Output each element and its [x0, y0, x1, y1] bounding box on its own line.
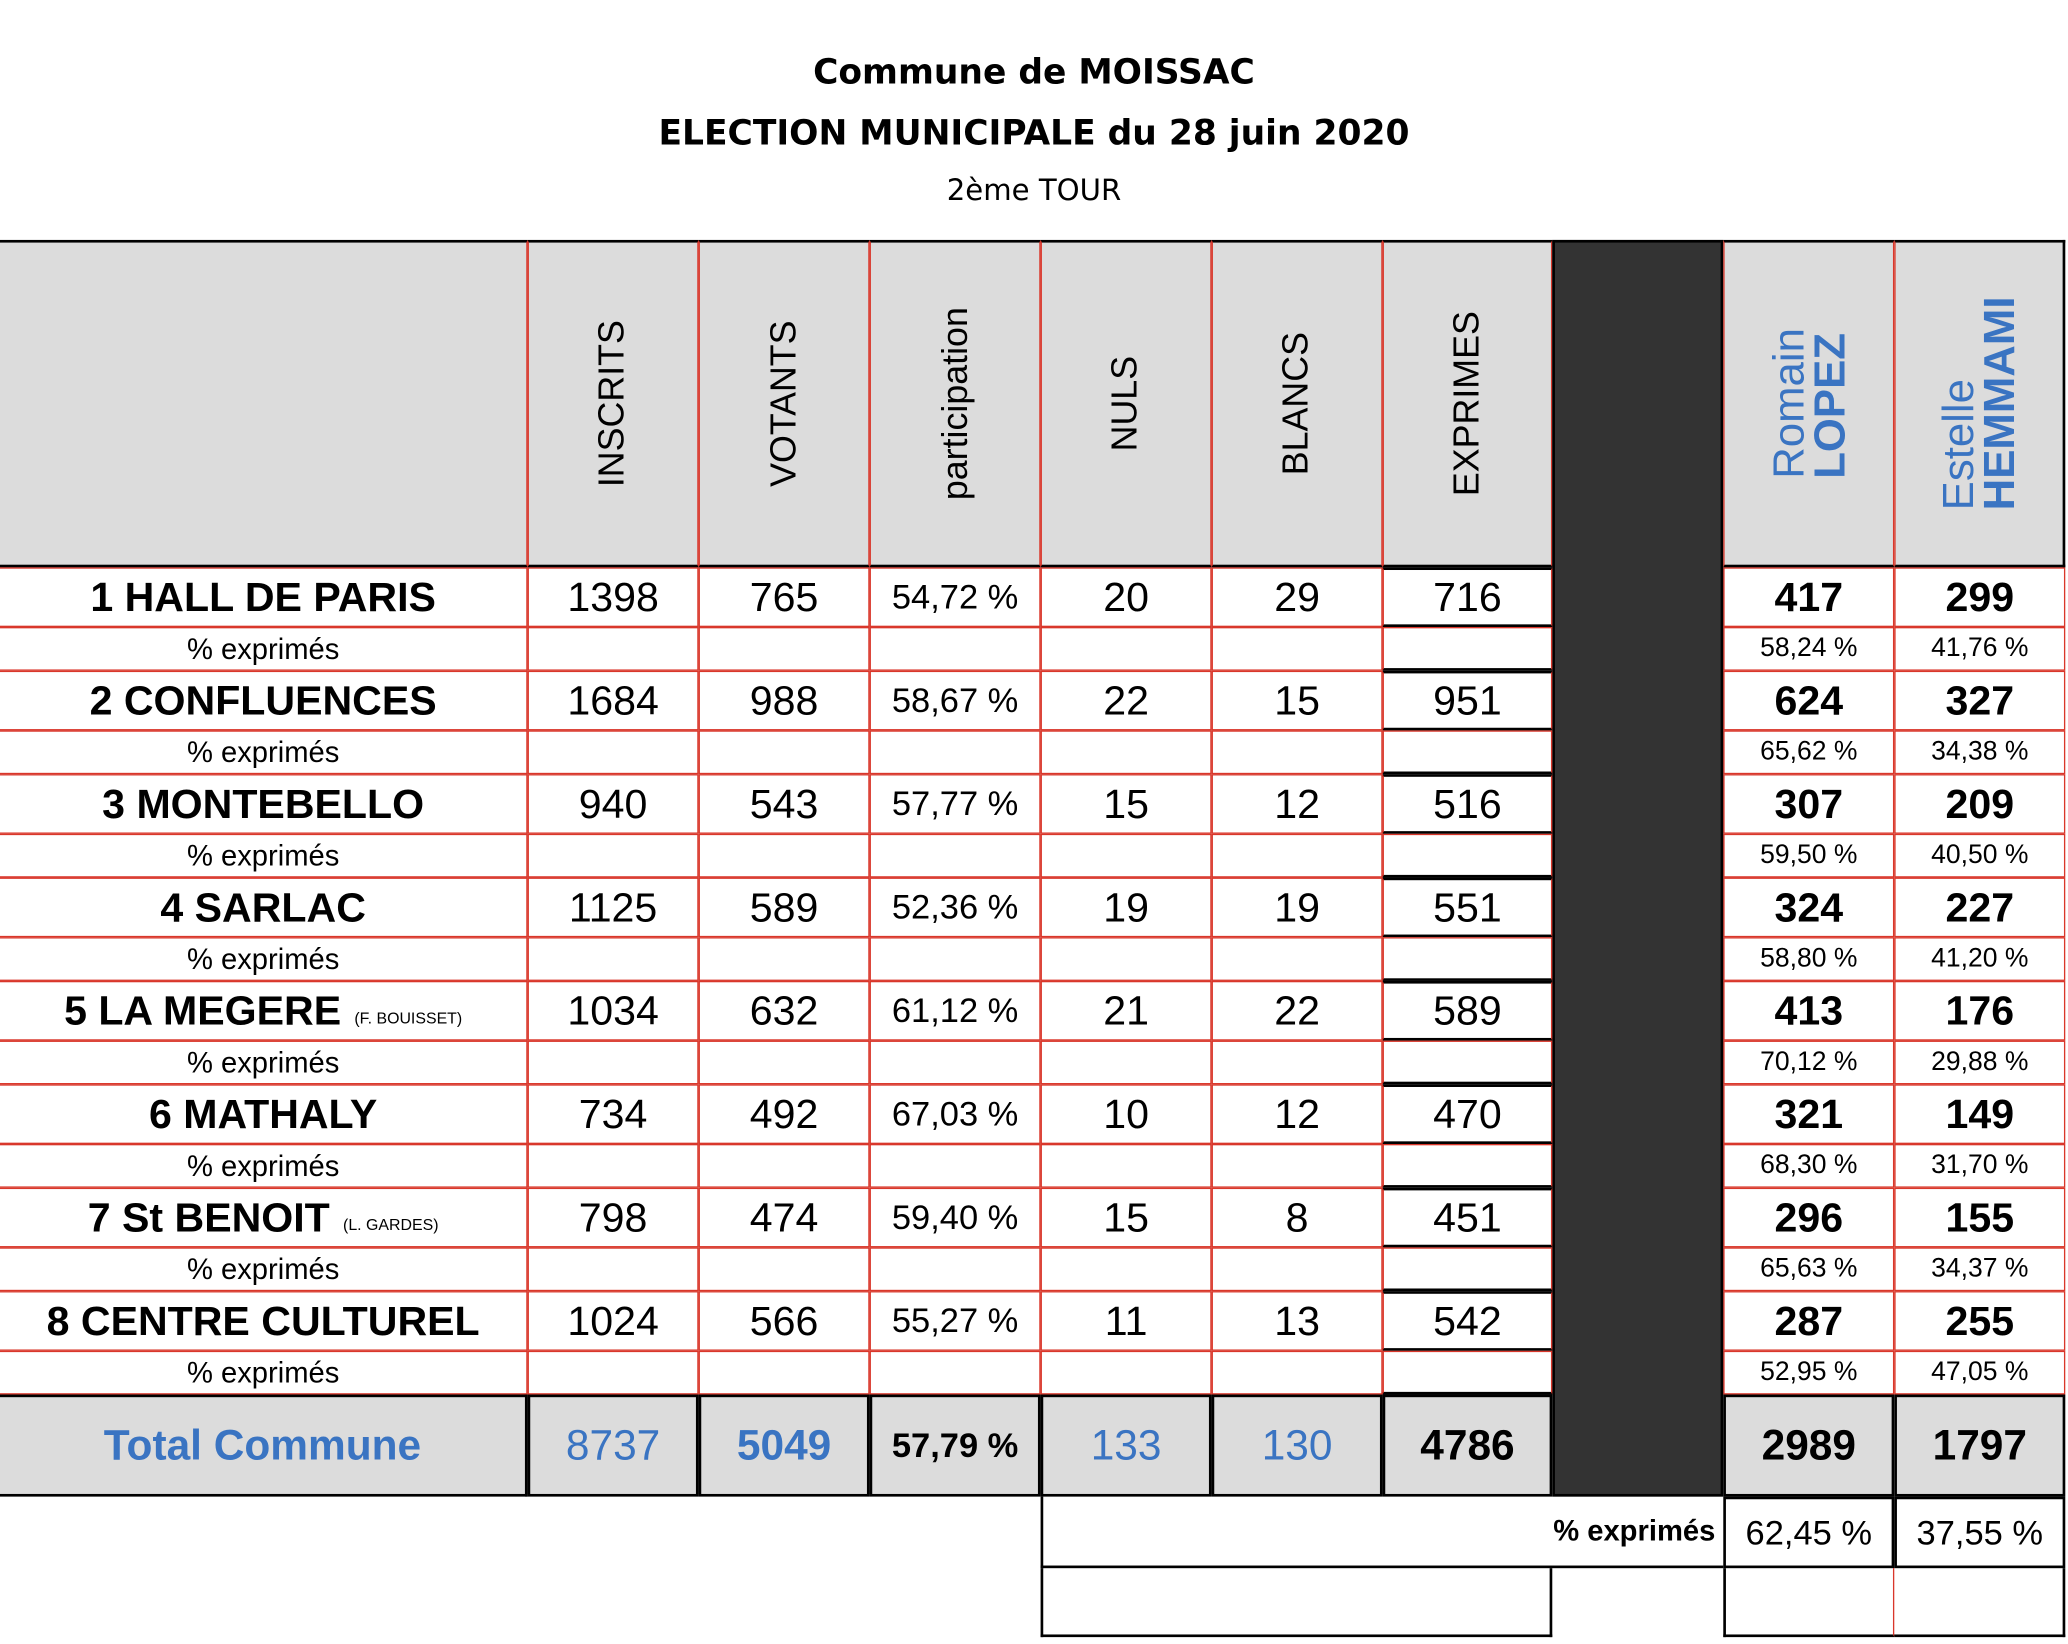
- cell-blancs: 19: [1212, 878, 1383, 938]
- cell-candidate-1-pct: 68,30 %: [1723, 1144, 1894, 1188]
- commune-title: Commune de MOISSAC: [813, 53, 1255, 93]
- bureau-note: (L. GARDES): [343, 1214, 439, 1234]
- cell-nuls: 11: [1041, 1291, 1212, 1351]
- pct-exprimes-label: % exprimés: [0, 730, 528, 774]
- cell-exprimes: 551: [1383, 878, 1553, 938]
- cell-candidate-2-votes: 227: [1894, 878, 2065, 938]
- candidate-header-2: [1894, 240, 2065, 567]
- cell-blancs: 15: [1212, 671, 1383, 731]
- total-inscrits: 8737: [528, 1395, 699, 1497]
- bureau-name-cell: [0, 1188, 528, 1248]
- column-header-exprimes: [1383, 240, 1553, 567]
- cell-candidate-1-pct: 52,95 %: [1723, 1351, 1894, 1395]
- candidate-last-name: HEMMAMI: [1975, 296, 2025, 511]
- cell-candidate-2-pct: 40,50 %: [1894, 834, 2065, 878]
- cell-candidate-2-votes: 209: [1894, 774, 2065, 834]
- summary-pct-label: % exprimés: [1553, 1513, 1716, 1547]
- empty-cell: [1212, 1247, 1383, 1291]
- cell-participation: 52,36 %: [870, 878, 1041, 938]
- empty-cell: [1212, 627, 1383, 671]
- bureau-name-cell: [0, 878, 528, 938]
- empty-cell: [1212, 937, 1383, 981]
- empty-box: [1041, 1568, 1553, 1637]
- empty-cell: [870, 1351, 1041, 1395]
- cell-blancs: 12: [1212, 774, 1383, 834]
- separator-band: [1552, 240, 1723, 1497]
- cell-participation: 61,12 %: [870, 981, 1041, 1041]
- column-header-nuls: [1041, 240, 1212, 567]
- cell-exprimes: 516: [1383, 774, 1553, 834]
- cell-inscrits: 798: [528, 1188, 699, 1248]
- cell-blancs: 29: [1212, 567, 1383, 627]
- election-title: ELECTION MUNICIPALE du 28 juin 2020: [658, 114, 1410, 154]
- cell-exprimes: 716: [1383, 567, 1553, 627]
- empty-cell: [1383, 1041, 1553, 1085]
- cell-nuls: 15: [1041, 774, 1212, 834]
- candidate-name: [1763, 328, 1854, 480]
- cell-exprimes: 951: [1383, 671, 1553, 731]
- empty-cell: [870, 627, 1041, 671]
- empty-cell: [699, 627, 870, 671]
- cell-candidate-1-votes: 413: [1723, 981, 1894, 1041]
- empty-cell: [870, 937, 1041, 981]
- bureau-name-cell: [0, 774, 528, 834]
- cell-votants: 492: [699, 1084, 870, 1144]
- empty-cell: [1212, 1144, 1383, 1188]
- column-header-inscrits: [528, 240, 699, 567]
- cell-exprimes: 470: [1383, 1084, 1553, 1144]
- cell-candidate-2-votes: 255: [1894, 1291, 2065, 1351]
- bureau-name: 1 HALL DE PARIS: [90, 573, 436, 620]
- cell-exprimes: 542: [1383, 1291, 1553, 1351]
- empty-cell: [1041, 627, 1212, 671]
- empty-cell: [1041, 834, 1212, 878]
- candidate-header-1: [1723, 240, 1894, 567]
- cell-candidate-1-votes: 287: [1723, 1291, 1894, 1351]
- cell-participation: 55,27 %: [870, 1291, 1041, 1351]
- cell-votants: 543: [699, 774, 870, 834]
- empty-cell: [699, 1351, 870, 1395]
- bureau-name: 3 MONTEBELLO: [102, 780, 425, 827]
- bureau-name-cell: [0, 981, 528, 1041]
- empty-cell: [528, 1144, 699, 1188]
- empty-cell: [528, 1351, 699, 1395]
- bureau-name: 4 SARLAC: [160, 883, 366, 930]
- cell-candidate-2-pct: 47,05 %: [1894, 1351, 2065, 1395]
- candidate-first-name: Romain: [1763, 328, 1813, 480]
- cell-inscrits: 734: [528, 1084, 699, 1144]
- cell-participation: 58,67 %: [870, 671, 1041, 731]
- cell-candidate-2-votes: 155: [1894, 1188, 2065, 1248]
- cell-votants: 765: [699, 567, 870, 627]
- cell-blancs: 13: [1212, 1291, 1383, 1351]
- empty-cell: [870, 1247, 1041, 1291]
- cell-votants: 474: [699, 1188, 870, 1248]
- pct-exprimes-label: % exprimés: [0, 834, 528, 878]
- round-label: 2ème TOUR: [946, 174, 1122, 209]
- candidate-last-name: LOPEZ: [1804, 333, 1854, 480]
- cell-inscrits: 940: [528, 774, 699, 834]
- empty-cell: [528, 937, 699, 981]
- cell-inscrits: 1024: [528, 1291, 699, 1351]
- cell-inscrits: 1398: [528, 567, 699, 627]
- bureau-name: 7 St BENOIT: [87, 1193, 330, 1241]
- pct-exprimes-label: % exprimés: [0, 627, 528, 671]
- pct-exprimes-label: % exprimés: [0, 1041, 528, 1085]
- cell-nuls: 22: [1041, 671, 1212, 731]
- total-nuls: 133: [1041, 1395, 1212, 1497]
- cell-inscrits: 1034: [528, 981, 699, 1041]
- header-corner: [0, 240, 528, 567]
- cell-nuls: 20: [1041, 567, 1212, 627]
- cell-candidate-2-pct: 31,70 %: [1894, 1144, 2065, 1188]
- cell-candidate-1-votes: 296: [1723, 1188, 1894, 1248]
- empty-cell: [1041, 1351, 1212, 1395]
- bureau-name: 6 MATHALY: [148, 1090, 378, 1137]
- empty-cell: [1383, 627, 1553, 671]
- total-participation: 57,79 %: [870, 1395, 1041, 1497]
- total-candidate-2: 1797: [1894, 1395, 2065, 1497]
- cell-participation: 54,72 %: [870, 567, 1041, 627]
- cell-candidate-1-votes: 321: [1723, 1084, 1894, 1144]
- cell-candidate-2-votes: 327: [1894, 671, 2065, 731]
- empty-cell: [1383, 1247, 1553, 1291]
- empty-cell: [1212, 730, 1383, 774]
- cell-candidate-2-pct: 41,20 %: [1894, 937, 2065, 981]
- column-header-blancs: [1212, 240, 1383, 567]
- total-blancs: 130: [1212, 1395, 1383, 1497]
- cell-candidate-1-pct: 59,50 %: [1723, 834, 1894, 878]
- cell-candidate-2-votes: 299: [1894, 567, 2065, 627]
- candidate-name: [1933, 296, 2025, 511]
- empty-cell: [528, 730, 699, 774]
- empty-cell: [528, 834, 699, 878]
- cell-candidate-1-votes: 624: [1723, 671, 1894, 731]
- empty-cell: [528, 1041, 699, 1085]
- cell-blancs: 22: [1212, 981, 1383, 1041]
- cell-candidate-2-pct: 34,38 %: [1894, 730, 2065, 774]
- column-header-label: VOTANTS: [763, 320, 804, 487]
- empty-cell: [1383, 730, 1553, 774]
- cell-candidate-2-votes: 149: [1894, 1084, 2065, 1144]
- cell-exprimes: 451: [1383, 1188, 1553, 1248]
- empty-cell: [1212, 1041, 1383, 1085]
- cell-nuls: 19: [1041, 878, 1212, 938]
- cell-exprimes: 589: [1383, 981, 1553, 1041]
- cell-candidate-1-votes: 307: [1723, 774, 1894, 834]
- empty-cell: [528, 627, 699, 671]
- pct-exprimes-label: % exprimés: [0, 1144, 528, 1188]
- empty-box: [1894, 1568, 2065, 1637]
- summary-candidate-1-pct: 62,45 %: [1723, 1497, 1894, 1569]
- empty-cell: [1041, 1247, 1212, 1291]
- empty-cell: [1212, 834, 1383, 878]
- empty-cell: [1383, 1351, 1553, 1395]
- cell-participation: 59,40 %: [870, 1188, 1041, 1248]
- column-header-label: INSCRITS: [592, 320, 633, 488]
- pct-exprimes-label: % exprimés: [0, 1247, 528, 1291]
- cell-votants: 988: [699, 671, 870, 731]
- cell-candidate-1-pct: 58,24 %: [1723, 627, 1894, 671]
- bureau-note: (F. BOUISSET): [354, 1008, 463, 1027]
- cell-candidate-2-pct: 34,37 %: [1894, 1247, 2065, 1291]
- cell-candidate-2-votes: 176: [1894, 981, 2065, 1041]
- empty-cell: [528, 1247, 699, 1291]
- cell-blancs: 12: [1212, 1084, 1383, 1144]
- cell-candidate-1-pct: 65,63 %: [1723, 1247, 1894, 1291]
- empty-cell: [1041, 937, 1212, 981]
- empty-cell: [1041, 730, 1212, 774]
- cell-nuls: 10: [1041, 1084, 1212, 1144]
- bureau-name: 2 CONFLUENCES: [89, 676, 437, 724]
- cell-candidate-1-pct: 70,12 %: [1723, 1041, 1894, 1085]
- empty-cell: [1212, 1351, 1383, 1395]
- bureau-name-cell: [0, 671, 528, 731]
- cell-nuls: 15: [1041, 1188, 1212, 1248]
- empty-cell: [870, 730, 1041, 774]
- column-header-participation: [870, 240, 1041, 567]
- empty-cell: [1041, 1041, 1212, 1085]
- candidate-first-name: Estelle: [1933, 379, 1983, 511]
- column-header-label: participation: [934, 307, 975, 501]
- bureau-name-cell: [0, 1291, 528, 1351]
- summary-pct-label-box: [1041, 1497, 1724, 1569]
- pct-exprimes-label: % exprimés: [0, 1351, 528, 1395]
- empty-cell: [1383, 937, 1553, 981]
- summary-candidate-2-pct: 37,55 %: [1894, 1497, 2065, 1569]
- cell-candidate-2-pct: 29,88 %: [1894, 1041, 2065, 1085]
- empty-cell: [699, 730, 870, 774]
- empty-cell: [1383, 1144, 1553, 1188]
- total-candidate-1: 2989: [1723, 1395, 1894, 1497]
- empty-cell: [1041, 1144, 1212, 1188]
- total-exprimes: 4786: [1383, 1395, 1553, 1497]
- empty-cell: [870, 1041, 1041, 1085]
- empty-cell: [699, 1144, 870, 1188]
- empty-cell: [1383, 834, 1553, 878]
- cell-candidate-1-pct: 58,80 %: [1723, 937, 1894, 981]
- cell-candidate-1-pct: 65,62 %: [1723, 730, 1894, 774]
- empty-cell: [699, 1247, 870, 1291]
- column-header-label: BLANCS: [1276, 332, 1317, 476]
- cell-votants: 589: [699, 878, 870, 938]
- empty-box: [1723, 1568, 1894, 1637]
- total-label: Total Commune: [0, 1395, 528, 1497]
- total-votants: 5049: [699, 1395, 870, 1497]
- empty-cell: [699, 834, 870, 878]
- pct-exprimes-label: % exprimés: [0, 937, 528, 981]
- cell-nuls: 21: [1041, 981, 1212, 1041]
- cell-candidate-2-pct: 41,76 %: [1894, 627, 2065, 671]
- bureau-name-cell: [0, 1084, 528, 1144]
- column-header-label: EXPRIMES: [1446, 311, 1487, 497]
- cell-blancs: 8: [1212, 1188, 1383, 1248]
- empty-cell: [699, 1041, 870, 1085]
- cell-participation: 67,03 %: [870, 1084, 1041, 1144]
- bureau-name: 8 CENTRE CULTUREL: [46, 1297, 480, 1344]
- cell-participation: 57,77 %: [870, 774, 1041, 834]
- bureau-name-cell: [0, 567, 528, 627]
- cell-votants: 632: [699, 981, 870, 1041]
- column-header-votants: [699, 240, 870, 567]
- cell-candidate-1-votes: 324: [1723, 878, 1894, 938]
- cell-candidate-1-votes: 417: [1723, 567, 1894, 627]
- empty-cell: [699, 937, 870, 981]
- cell-inscrits: 1684: [528, 671, 699, 731]
- cell-votants: 566: [699, 1291, 870, 1351]
- column-header-label: NULS: [1105, 355, 1146, 452]
- bureau-name: 5 LA MEGERE: [64, 986, 342, 1034]
- empty-cell: [870, 834, 1041, 878]
- empty-cell: [870, 1144, 1041, 1188]
- cell-inscrits: 1125: [528, 878, 699, 938]
